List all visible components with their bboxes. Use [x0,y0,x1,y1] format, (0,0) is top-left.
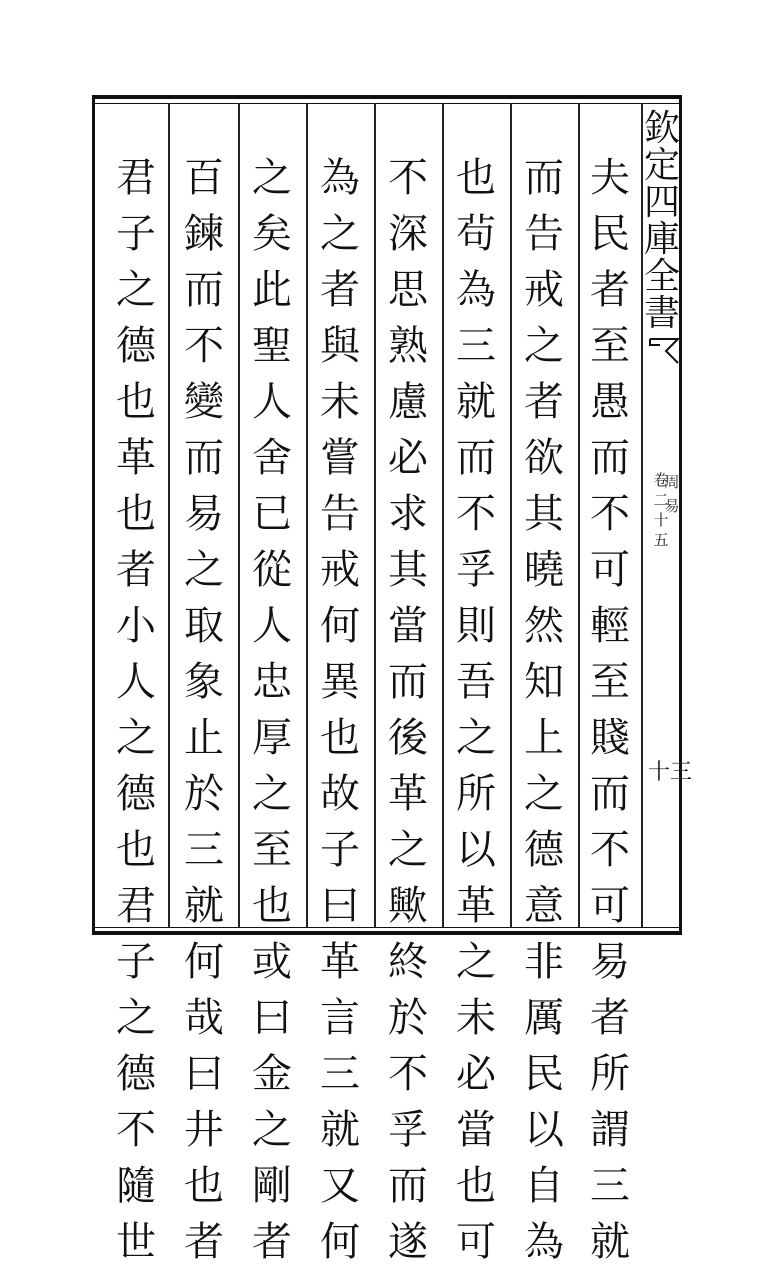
column-rule [238,103,240,927]
character: 從 [252,547,292,593]
character: 就 [456,379,496,425]
character: 三 [456,323,496,369]
character: 未 [320,379,360,425]
character: 也 [116,379,156,425]
character: 以 [456,827,496,873]
character: 不 [590,827,630,873]
character: 之 [456,939,496,985]
character: 之 [388,827,428,873]
character: 必 [388,435,428,481]
character: 也 [252,883,292,929]
character: 之 [524,771,564,817]
character: 告 [320,491,360,537]
character: 之 [320,211,360,257]
character: 至 [590,323,630,369]
column-rule [168,103,170,927]
character: 金 [252,1051,292,1097]
text-column [109,150,163,1270]
character: 象 [184,659,224,705]
character: 不 [184,323,224,369]
character: 不 [388,155,428,201]
character: 子 [116,939,156,985]
character: 革 [456,883,496,929]
character: 至 [590,659,630,705]
character: 庫 [643,219,680,260]
fish-tail-mark-icon [648,335,682,365]
character: 熟 [388,323,428,369]
section-label [663,470,681,518]
character: 上 [524,715,564,761]
character: 終 [388,939,428,985]
character: 者 [320,267,360,313]
character: 人 [252,603,292,649]
character: 者 [524,379,564,425]
character: 者 [590,995,630,1041]
character: 歟 [388,883,428,929]
character: 而 [524,155,564,201]
character: 五 [653,531,669,549]
character: 也 [320,715,360,761]
character: 不 [116,1107,156,1153]
column-rule [510,103,512,927]
text-column [313,150,367,1270]
character: 何 [320,603,360,649]
character: 欲 [524,435,564,481]
character: 人 [116,659,156,705]
character: 言 [320,995,360,1041]
text-column [245,150,299,1270]
character: 小 [116,603,156,649]
character: 三 [590,1163,630,1209]
character: 子 [320,827,360,873]
column-rule [306,103,308,927]
character: 意 [524,883,564,929]
character: 茍 [456,211,496,257]
character: 君 [116,883,156,929]
text-column [583,150,637,1270]
character: 自 [524,1163,564,1209]
character: 曰 [184,1051,224,1097]
column-rule [374,103,376,927]
character: 者 [116,547,156,593]
character: 井 [184,1107,224,1153]
character: 不 [456,491,496,537]
character: 全 [643,256,680,297]
character: 與 [320,323,360,369]
character: 非 [524,939,564,985]
character: 就 [184,883,224,929]
character: 子 [116,211,156,257]
character: 就 [590,1219,630,1265]
character: 之 [116,267,156,313]
book-title [640,110,684,332]
character: 也 [184,1163,224,1209]
character: 知 [524,659,564,705]
character: 三 [320,1051,360,1097]
character: 哉 [184,995,224,1041]
character: 君 [116,155,156,201]
character: 舍 [252,435,292,481]
character: 之 [252,155,292,201]
character: 曰 [252,995,292,1041]
character: 慮 [388,379,428,425]
character: 其 [388,547,428,593]
character: 深 [388,211,428,257]
character: 民 [590,211,630,257]
character: 何 [184,939,224,985]
character: 所 [456,771,496,817]
character: 德 [116,1051,156,1097]
character: 革 [388,771,428,817]
character: 曉 [524,547,564,593]
character: 書 [643,293,680,334]
character: 而 [184,435,224,481]
text-column [381,150,435,1270]
character: 謂 [590,1107,630,1153]
character: 愚 [590,379,630,425]
character: 至 [252,827,292,873]
character: 後 [388,715,428,761]
character: 異 [320,659,360,705]
character: 然 [524,603,564,649]
character: 未 [456,995,496,1041]
character: 三 [184,827,224,873]
character: 此 [252,267,292,313]
character: 不 [388,1051,428,1097]
character: 之 [116,995,156,1041]
character: 民 [524,1051,564,1097]
character: 德 [116,323,156,369]
character: 故 [320,771,360,817]
character: 之 [252,1107,292,1153]
character: 周 [664,473,680,491]
character: 取 [184,603,224,649]
character: 者 [184,1219,224,1265]
character: 於 [184,771,224,817]
character: 就 [320,1107,360,1153]
character: 思 [388,267,428,313]
character: 者 [590,267,630,313]
character: 夫 [590,155,630,201]
character: 其 [524,491,564,537]
character: 之 [524,323,564,369]
character: 之 [456,715,496,761]
character: 易 [184,491,224,537]
character: 可 [590,547,630,593]
character: 聖 [252,323,292,369]
character: 當 [388,603,428,649]
character: 求 [388,491,428,537]
character: 賤 [590,715,630,761]
page-number: 十三 [648,760,693,785]
character: 為 [320,155,360,201]
column-rule [442,103,444,927]
character: 必 [456,1051,496,1097]
character: 定 [643,145,680,186]
character: 忠 [252,659,292,705]
character: 之 [184,547,224,593]
character: 易 [664,497,680,515]
character: 為 [456,267,496,313]
text-column [517,150,571,1270]
character: 也 [116,491,156,537]
character: 而 [590,435,630,481]
character: 何 [320,1219,360,1265]
character: 或 [252,939,292,985]
character: 又 [320,1163,360,1209]
character: 曰 [320,883,360,929]
column-rule [578,103,580,927]
character: 而 [388,659,428,705]
character: 可 [456,1219,496,1265]
character: 易 [590,939,630,985]
character: 而 [456,435,496,481]
character: 德 [524,827,564,873]
character: 卷 [653,471,669,489]
character: 止 [184,715,224,761]
character: 孚 [456,547,496,593]
character: 之 [252,771,292,817]
character: 矣 [252,211,292,257]
character: 二 [653,491,669,509]
character: 輕 [590,603,630,649]
character: 厲 [524,995,564,1041]
character: 孚 [388,1107,428,1153]
character: 也 [116,827,156,873]
character: 遂 [388,1219,428,1265]
character: 則 [456,603,496,649]
character: 人 [252,379,292,425]
character: 已 [252,491,292,537]
character: 告 [524,211,564,257]
character: 可 [590,883,630,929]
character: 鍊 [184,211,224,257]
character: 當 [456,1107,496,1153]
character: 不 [590,491,630,537]
character: 而 [388,1163,428,1209]
character: 十 [653,511,669,529]
character: 所 [590,1051,630,1097]
character: 嘗 [320,435,360,481]
character: 百 [184,155,224,201]
character: 革 [320,939,360,985]
text-column [449,150,503,1270]
character: 變 [184,379,224,425]
character: 隨 [116,1163,156,1209]
character: 吾 [456,659,496,705]
character: 也 [456,1163,496,1209]
character: 德 [116,771,156,817]
character: 之 [116,715,156,761]
character: 欽 [643,108,680,149]
character: 於 [388,995,428,1041]
character: 而 [184,267,224,313]
text-column [177,150,231,1270]
character: 戒 [320,547,360,593]
character: 世 [116,1219,156,1265]
character: 也 [456,155,496,201]
inner-top-rule [92,103,682,104]
character: 革 [116,435,156,481]
character: 者 [252,1219,292,1265]
character: 四 [643,182,680,223]
character: 剛 [252,1163,292,1209]
character: 而 [590,771,630,817]
character: 戒 [524,267,564,313]
character: 厚 [252,715,292,761]
character: 為 [524,1219,564,1265]
character: 以 [524,1107,564,1153]
